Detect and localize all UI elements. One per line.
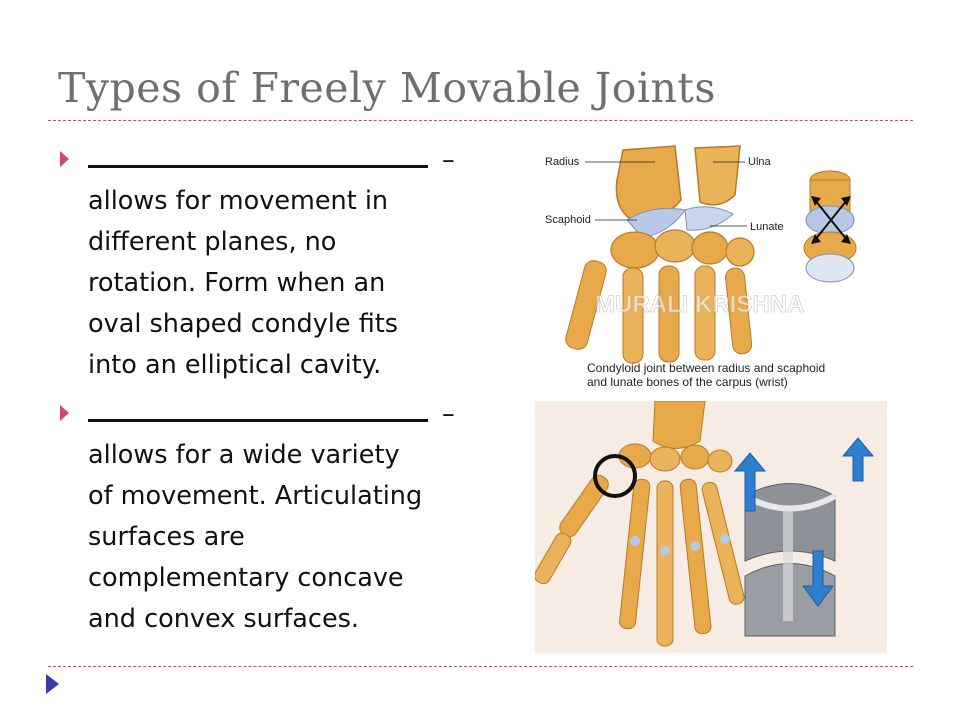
bullet-text-line: into an elliptical cavity. bbox=[88, 350, 382, 380]
dash: – bbox=[442, 145, 455, 175]
label-scaphoid: Scaphoid bbox=[545, 214, 591, 226]
footer-divider bbox=[48, 666, 913, 667]
bullet-text-line: and convex surfaces. bbox=[88, 604, 360, 634]
footer-arrow-icon bbox=[46, 674, 59, 694]
saddle-joint-illustration bbox=[535, 401, 887, 653]
bullet-text-line: rotation. Form when an bbox=[88, 268, 386, 298]
bullet-arrow-icon bbox=[60, 405, 69, 421]
condyloid-joint-illustration bbox=[535, 140, 880, 395]
dash: – bbox=[442, 399, 455, 429]
bullet-saddle bbox=[88, 394, 468, 640]
bullet-text-line: allows for a wide variety bbox=[88, 440, 400, 470]
saddle-joint-figure bbox=[535, 401, 887, 653]
label-lunate: Lunate bbox=[750, 221, 784, 233]
bullet-condyloid bbox=[88, 140, 468, 386]
caption-line: Condyloid joint between radius and scaphoid bbox=[587, 361, 826, 375]
bullet-text-line: complementary concave bbox=[88, 563, 404, 593]
slide-title: Types of Freely Movable Joints bbox=[58, 64, 716, 112]
bullet-text-line: oval shaped condyle fits bbox=[88, 309, 399, 339]
title-divider bbox=[48, 120, 913, 121]
bullet-text-line: surfaces are bbox=[88, 522, 245, 552]
bullet-text-line: different planes, no bbox=[88, 227, 337, 257]
caption-line: and lunate bones of the carpus (wrist) bbox=[587, 375, 788, 389]
bullet-arrow-icon bbox=[60, 151, 69, 167]
label-radius: Radius bbox=[545, 156, 580, 168]
bullet-text-line: of movement. Articulating bbox=[88, 481, 423, 511]
bullet-heading-line bbox=[88, 140, 468, 181]
bullet-text-line: allows for movement in bbox=[88, 186, 389, 216]
fill-in-blank bbox=[88, 397, 428, 422]
watermark: MURALI KRISHNA bbox=[595, 291, 805, 318]
fill-in-blank bbox=[88, 143, 428, 168]
label-ulna: Ulna bbox=[748, 156, 771, 168]
bullet-heading-line bbox=[88, 394, 468, 435]
condyloid-joint-figure bbox=[535, 140, 880, 395]
